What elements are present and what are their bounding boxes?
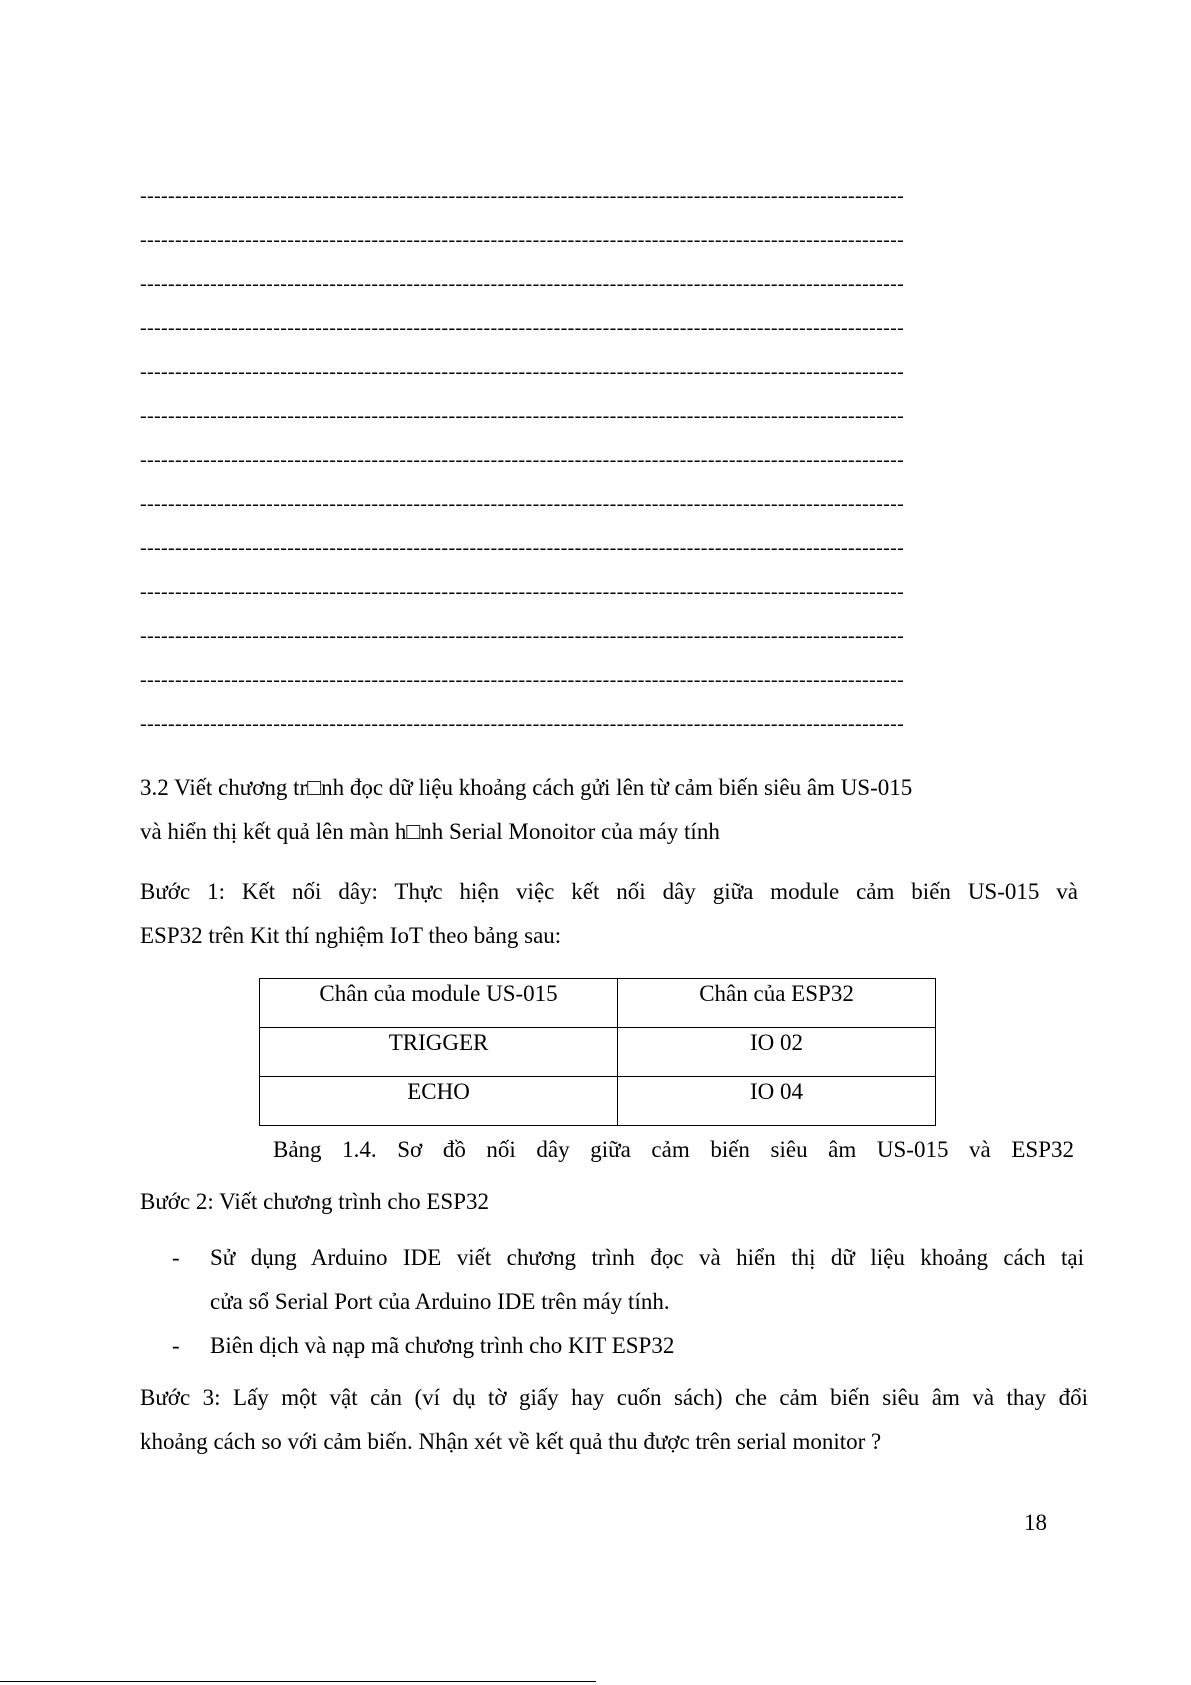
- table-row: [260, 1077, 936, 1126]
- bullet-marker: -: [172, 1333, 180, 1358]
- dashed-line: -------------------------------------------------------------------------------------------------------------: [140, 274, 905, 295]
- table-cell: ECHO: [260, 1077, 618, 1126]
- table-header-row: [260, 979, 936, 1028]
- dashed-line: -------------------------------------------------------------------------------------------------------------: [140, 582, 905, 603]
- dashed-line: -------------------------------------------------------------------------------------------------------------: [140, 670, 905, 691]
- list-item-line-2: cửa sổ Serial Port của Arduino IDE trên máy tính.: [210, 1289, 670, 1314]
- table-cell: IO 04: [618, 1077, 936, 1126]
- bullet-marker: -: [172, 1245, 180, 1270]
- dashed-line: -------------------------------------------------------------------------------------------------------------: [140, 362, 905, 383]
- table-cell: TRIGGER: [260, 1028, 618, 1077]
- dashed-line: -------------------------------------------------------------------------------------------------------------: [140, 626, 905, 647]
- section-heading-line-1: 3.2 Viết chương tr□nh đọc dữ liệu khoảng cách gửi lên từ cảm biến siêu âm US-015: [140, 775, 913, 800]
- table-header-cell: Chân của ESP32: [618, 979, 936, 1028]
- list-item: [140, 1236, 1084, 1324]
- list-item: [140, 1324, 1084, 1368]
- step-1-line-2: ESP32 trên Kit thí nghiệm IoT theo bảng sau:: [140, 923, 562, 948]
- list-item-line-1: Sử dụng Arduino IDE viết chương trình đọc và hiển thị dữ liệu khoảng cách tại: [210, 1245, 1084, 1270]
- step-3-paragraph: [140, 1376, 1088, 1464]
- section-heading-line-2: và hiển thị kết quả lên màn h□nh Serial Monoitor của máy tính: [140, 819, 720, 844]
- table-caption: Bảng 1.4. Sơ đồ nối dây giữa cảm biến siêu âm US-015 và ESP32: [273, 1137, 1074, 1162]
- answer-dashed-lines: [140, 186, 1050, 758]
- table-cell: IO 02: [618, 1028, 936, 1077]
- page-number: 18: [1024, 1510, 1047, 1535]
- step-3-line-2: khoảng cách so với cảm biến. Nhận xét về kết quả thu được trên serial monitor ?: [140, 1429, 882, 1454]
- dashed-line: -------------------------------------------------------------------------------------------------------------: [140, 186, 905, 207]
- table-row: [260, 1028, 936, 1077]
- wiring-table: [259, 978, 936, 1126]
- step-2-title: Bước 2: Viết chương trình cho ESP32: [140, 1189, 489, 1214]
- dashed-line: -------------------------------------------------------------------------------------------------------------: [140, 714, 905, 735]
- dashed-line: -------------------------------------------------------------------------------------------------------------: [140, 538, 905, 559]
- dashed-line: -------------------------------------------------------------------------------------------------------------: [140, 450, 905, 471]
- section-heading: [140, 766, 1088, 854]
- step-1-paragraph: [140, 870, 1078, 958]
- dashed-line: -------------------------------------------------------------------------------------------------------------: [140, 494, 905, 515]
- table-header-cell: Chân của module US-015: [260, 979, 618, 1028]
- step-3-line-1: Bước 3: Lấy một vật cản (ví dụ tờ giấy hay cuốn sách) che cảm biến siêu âm và thay đổi: [140, 1385, 1088, 1410]
- step-2-bullet-list: [140, 1236, 1084, 1368]
- footer-rule: [0, 1681, 596, 1682]
- step-2-title-block: [140, 1180, 1088, 1224]
- dashed-line: -------------------------------------------------------------------------------------------------------------: [140, 406, 905, 427]
- dashed-line: -------------------------------------------------------------------------------------------------------------: [140, 318, 905, 339]
- list-item-line-1: Biên dịch và nạp mã chương trình cho KIT ESP32: [210, 1333, 675, 1358]
- step-1-line-1: Bước 1: Kết nối dây: Thực hiện việc kết nối dây giữa module cảm biến US-015 và: [140, 879, 1078, 904]
- dashed-line: -------------------------------------------------------------------------------------------------------------: [140, 230, 905, 251]
